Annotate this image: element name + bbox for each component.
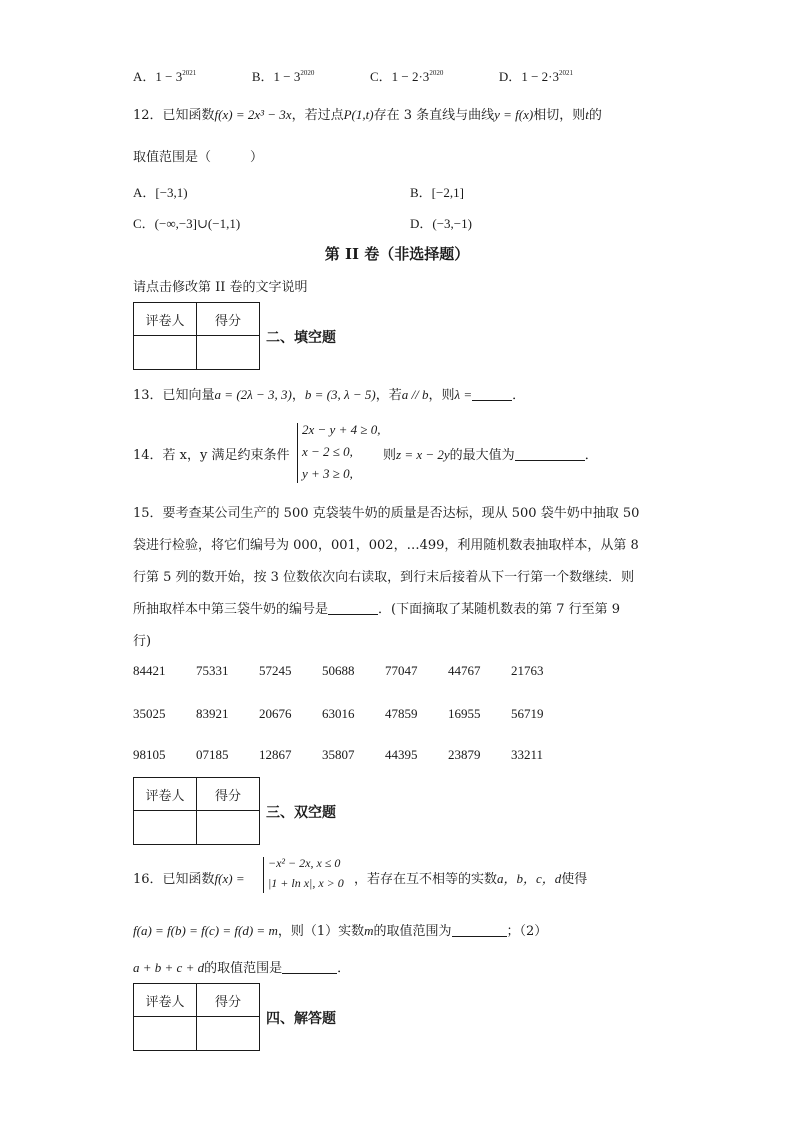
- q14-stem-lead: 14．若 x，y 满足约束条件: [133, 448, 290, 463]
- q13-answer-blank[interactable]: [472, 388, 512, 401]
- random-number-cell: 77047: [385, 663, 418, 678]
- score-label: 得分: [197, 984, 260, 1017]
- section-heading-double-blank: 三、双空题: [266, 805, 336, 821]
- q13-stem: 13．已知向量a = (2λ − 3, 3)，b = (3, λ − 5)，若a // b，则λ = ．: [133, 387, 526, 403]
- random-number-cell: 23879: [448, 747, 481, 762]
- section-heading-fill-blank: 二、填空题: [266, 330, 336, 346]
- random-number-cell: 16955: [448, 706, 481, 721]
- q11-option-d: D．$1 - 2\cdot 3^{2021}$: [498, 69, 573, 84]
- random-number-cell: 57245: [259, 663, 292, 678]
- q11-option-c: C．$1 - 2\cdot 3^{2020}$: [369, 69, 444, 84]
- piecewise-brace: [263, 857, 264, 893]
- constraint-3: y + 3 ≥ 0,: [302, 466, 353, 481]
- score-label: 得分: [197, 303, 260, 336]
- system-brace: [297, 423, 298, 483]
- q14-stem-tail: 则z = x − 2y的最大值为 ．: [383, 447, 598, 463]
- q15-line3: 行第 5 列的数开始，按 3 位数依次向右读取，到行末后接着从下一行第一个数继续．则: [133, 570, 635, 585]
- section-heading-answer: 四、解答题: [266, 1011, 336, 1027]
- q11-options: [133, 66, 573, 85]
- random-number-cell: 56719: [511, 706, 544, 721]
- random-number-cell: 07185: [196, 747, 229, 762]
- random-number-cell: 35807: [322, 747, 355, 762]
- grader-label: 评卷人: [134, 984, 197, 1017]
- q12-option-a: A．[−3,1): [133, 185, 188, 200]
- q12-option-d: D．(−3,−1): [410, 216, 472, 231]
- q11-option-b: B．$1 - 3^{2020}$: [251, 69, 315, 84]
- random-number-cell: 83921: [196, 706, 229, 721]
- grader-table: [133, 983, 260, 1051]
- score-label: 得分: [197, 778, 260, 811]
- random-number-cell: 84421: [133, 663, 166, 678]
- score-cell[interactable]: [197, 811, 260, 845]
- random-number-cell: 47859: [385, 706, 418, 721]
- random-number-cell: 33211: [511, 747, 544, 762]
- q15-answer-blank[interactable]: [328, 602, 378, 615]
- q16-answer-blank-2[interactable]: [282, 961, 337, 974]
- grader-table: [133, 302, 260, 370]
- grader-cell[interactable]: [134, 811, 197, 845]
- q12-option-c: C．(−∞,−3]∪(−1,1): [133, 216, 241, 231]
- grader-label: 评卷人: [134, 778, 197, 811]
- q14-answer-blank[interactable]: [515, 448, 585, 461]
- part2-title: 第 II 卷（非选择题）: [324, 245, 470, 263]
- grader-table: [133, 777, 260, 845]
- random-number-cell: 20676: [259, 706, 292, 721]
- q16-line2: f(a) = f(b) = f(c) = f(d) = m，则（1）实数m的取值范围为 ；（2）: [133, 923, 548, 939]
- grader-cell[interactable]: [134, 1017, 197, 1051]
- random-number-cell: 21763: [511, 663, 544, 678]
- constraint-2: x − 2 ≤ 0,: [302, 444, 353, 459]
- random-number-cell: 50688: [322, 663, 355, 678]
- q12-stem: 12．已知函数f(x) = 2x³ − 3x，若过点P(1,t)存在 3 条直线与曲线y = f(x)相切，则t的: [133, 107, 602, 123]
- random-number-cell: 35025: [133, 706, 166, 721]
- q16-line3: a + b + c + d的取值范围是 ．: [133, 960, 351, 976]
- random-number-cell: 98105: [133, 747, 166, 762]
- score-cell[interactable]: [197, 1017, 260, 1051]
- piece-1: −x² − 2x, x ≤ 0: [268, 856, 341, 870]
- q15-line1: 15．要考查某公司生产的 500 克袋装牛奶的质量是否达标，现从 500 袋牛奶中抽取 50: [133, 506, 640, 521]
- piece-2: |1 + ln x|, x > 0: [268, 876, 344, 890]
- q16-stem-lead: 16．已知函数f(x) =: [133, 871, 245, 887]
- q12-stem-line2: 取值范围是（ ）: [133, 150, 264, 165]
- q16-stem-tail: ，若存在互不相等的实数a，b，c，d使得: [354, 871, 588, 887]
- q11-option-a: A．$1 - 3^{2021}$: [133, 69, 197, 84]
- q16-answer-blank-1[interactable]: [452, 924, 507, 937]
- random-number-cell: 44395: [385, 747, 418, 762]
- grader-label: 评卷人: [134, 303, 197, 336]
- part2-note: 请点击修改第 II 卷的文字说明: [133, 280, 308, 295]
- random-number-cell: 44767: [448, 663, 481, 678]
- q12-option-b: B．[−2,1]: [410, 185, 464, 200]
- random-number-cell: 75331: [196, 663, 229, 678]
- q15-line2: 袋进行检验，将它们编号为 000，001，002，…499，利用随机数表抽取样本，从第 8: [133, 538, 639, 553]
- random-number-cell: 12867: [259, 747, 292, 762]
- q15-line4: 所抽取样本中第三袋牛奶的编号是 ．(下面摘取了某随机数表的第 7 行至第 9: [133, 602, 621, 617]
- q15-line5: 行): [133, 634, 152, 649]
- grader-cell[interactable]: [134, 336, 197, 370]
- score-cell[interactable]: [197, 336, 260, 370]
- constraint-1: 2x − y + 4 ≥ 0,: [302, 422, 381, 437]
- random-number-cell: 63016: [322, 706, 355, 721]
